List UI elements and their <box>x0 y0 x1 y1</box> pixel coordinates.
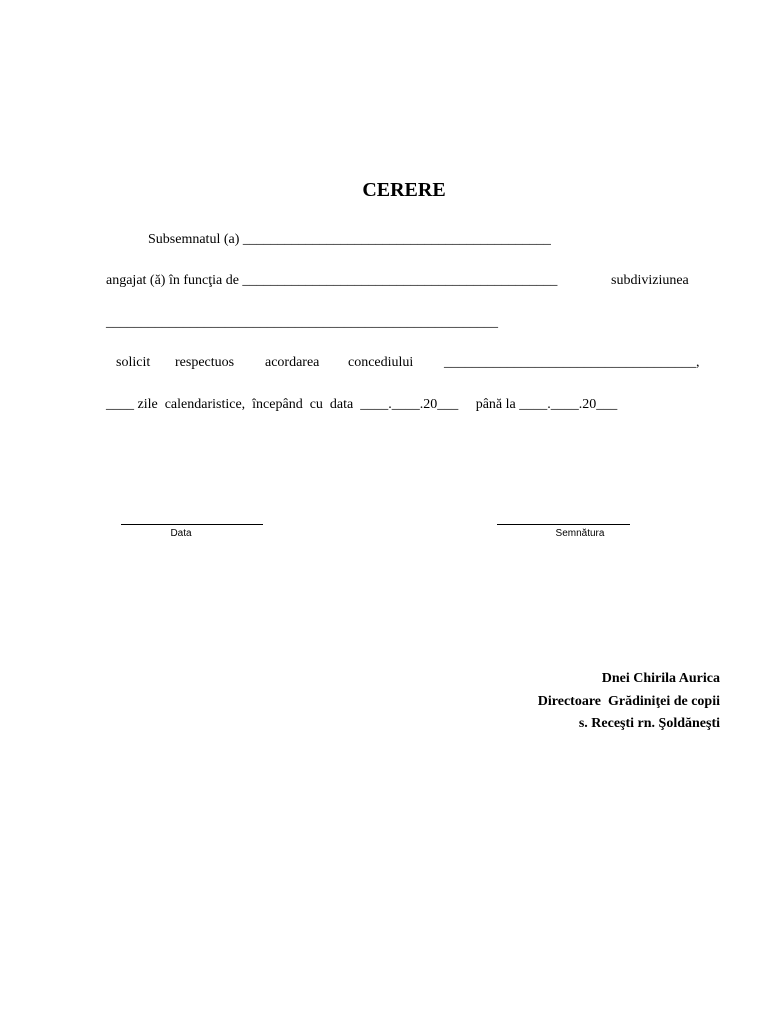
document-title: CERERE <box>362 179 446 201</box>
subdivision-label: subdiviziunea <box>611 273 689 288</box>
request-word-solicit: solicit <box>116 355 151 370</box>
date-caption: Data <box>170 528 192 539</box>
request-word-acordarea: acordarea <box>265 355 320 370</box>
signature-line <box>497 524 630 525</box>
addressee-name: Dnei Chirila Aurica <box>601 671 720 686</box>
leave-type-blank: ____________________________________, <box>444 355 700 370</box>
name-line: Subsemnatul (a) ____________________________________________ <box>148 232 551 247</box>
signature-caption: Semnătura <box>555 528 605 539</box>
addressee-location: s. Receşti rn. Şoldăneşti <box>578 716 720 731</box>
subdivision-blank-line: ________________________________________________________ <box>106 315 498 330</box>
leave-period-line: ____ zile calendaristice, începând cu data ____.____.20___ până la ____.____.20___ <box>106 397 618 412</box>
request-word-concediului: concediului <box>348 355 414 370</box>
addressee-position: Directoare Grădiniţei de copii <box>537 694 720 709</box>
position-line: angajat (ă) în funcţia de _____________________________________________ <box>106 273 558 288</box>
request-word-respectuos: respectuos <box>175 355 235 370</box>
date-signature-line <box>121 524 263 525</box>
